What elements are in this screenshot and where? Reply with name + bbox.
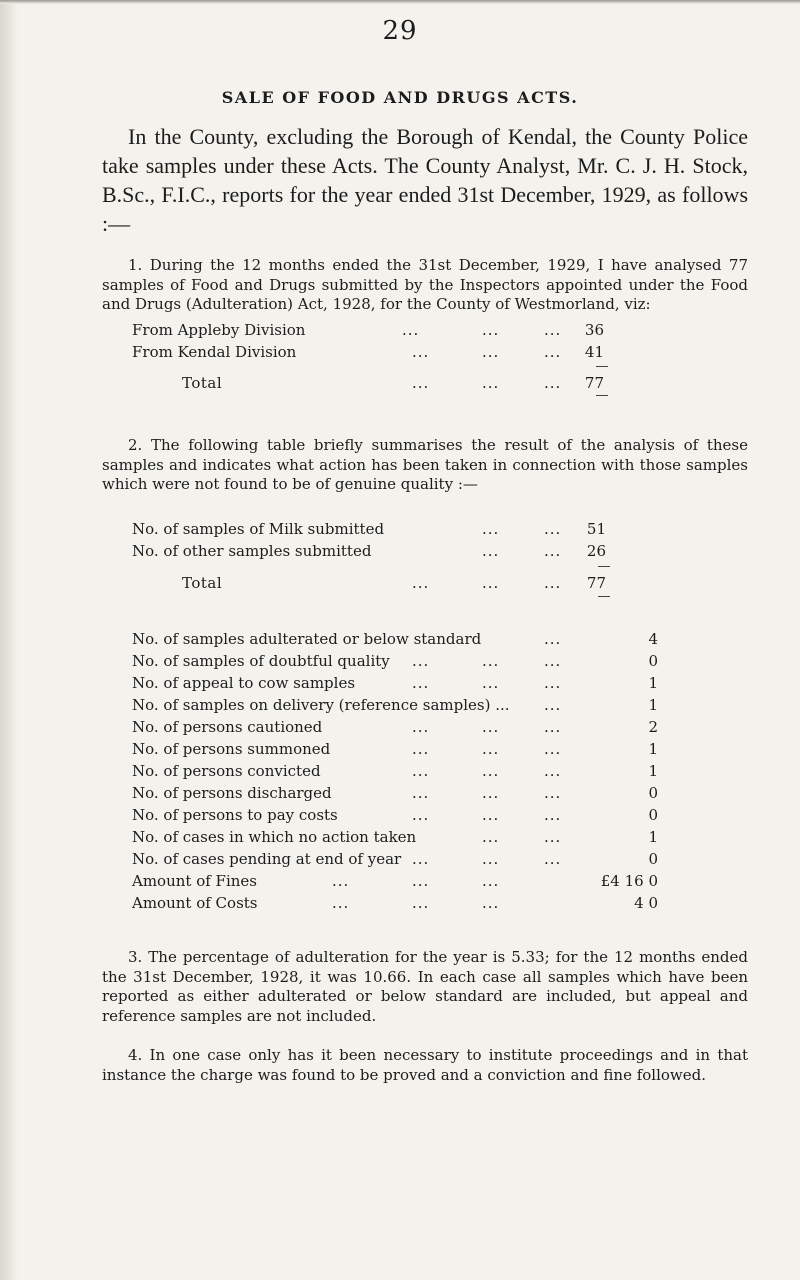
- table-row: No. of appeal to cow samples ... ... ... 1: [132, 674, 658, 692]
- table-row: No. of persons convicted ... ... ... 1: [132, 762, 658, 780]
- table-row: No. of persons cautioned ... ... ... 2: [132, 718, 658, 736]
- list-item: From Appleby Division ... ... ... 36: [132, 321, 604, 339]
- table-row: No. of samples on delivery (reference samples) ... ... 1: [132, 696, 658, 714]
- table-row: No. of persons discharged ... ... ... 0: [132, 784, 658, 802]
- sum-rule: [598, 596, 610, 597]
- total-row: Total ... ... ... 77: [182, 374, 604, 392]
- page-top-edge: [0, 0, 800, 4]
- paragraph-3: 3. The percentage of adulteration for the year is 5.33; for the 12 months ended the 31st December, 1928, it was 10.66. In each case all samples which have been reported as either adulterated or below standard are included, but appeal and reference samples are not included.: [102, 948, 748, 1025]
- table-row: Amount of Costs ... ... ... 4 0: [132, 894, 658, 912]
- section-title: SALE OF FOOD AND DRUGS ACTS.: [221, 88, 579, 107]
- page-number: 29: [382, 16, 418, 46]
- paragraph-4: 4. In one case only has it been necessary to institute proceedings and in that instance the charge was found to be proved and a conviction and fine followed.: [102, 1046, 748, 1084]
- table-row: No. of persons summoned ... ... ... 1: [132, 740, 658, 758]
- sum-rule: [598, 566, 610, 567]
- list-item: No. of samples of Milk submitted ... ... 51: [132, 520, 606, 538]
- sample-types-total-row: [132, 574, 672, 596]
- table-row: No. of cases in which no action taken ... ... 1: [132, 828, 658, 846]
- divisions-total-row: [132, 374, 672, 396]
- table-row: No. of cases pending at end of year ... ... ... 0: [132, 850, 658, 868]
- sample-types-list: [132, 520, 672, 564]
- table-row: No. of persons to pay costs ... ... ... 0: [132, 806, 658, 824]
- sum-rule: [596, 366, 608, 367]
- divisions-list: [132, 321, 672, 365]
- table-row: No. of samples adulterated or below standard ... 4: [132, 630, 658, 648]
- table-row: Amount of Fines ... ... ... £4 16 0: [132, 872, 658, 890]
- total-row: Total ... ... ... 77: [182, 574, 606, 592]
- page-binding-edge: [0, 0, 18, 1280]
- results-table: [132, 630, 672, 916]
- intro-paragraph: In the County, excluding the Borough of Kendal, the County Police take samples under these Acts. The County Analyst, Mr. C. J. H. Stock, B.Sc., F.I.C., reports for the year ended 31st December, 1929, as follows :—: [102, 124, 748, 236]
- sum-rule: [596, 395, 608, 396]
- paragraph-2: 2. The following table briefly summarises the result of the analysis of these samples and indicates what action has been taken in connection with those samples which were not found to be of genuine quality :—: [102, 436, 748, 493]
- paragraph-1: 1. During the 12 months ended the 31st December, 1929, I have analysed 77 samples of Food and Drugs submitted by the Inspectors appointed under the Food and Drugs (Adulteration) Act, 1928, for the County of Westmorland, viz:: [102, 256, 748, 313]
- list-item: No. of other samples submitted ... ... 26: [132, 542, 606, 560]
- table-row: No. of samples of doubtful quality ... ... ... 0: [132, 652, 658, 670]
- list-item: From Kendal Division ... ... ... 41: [132, 343, 604, 361]
